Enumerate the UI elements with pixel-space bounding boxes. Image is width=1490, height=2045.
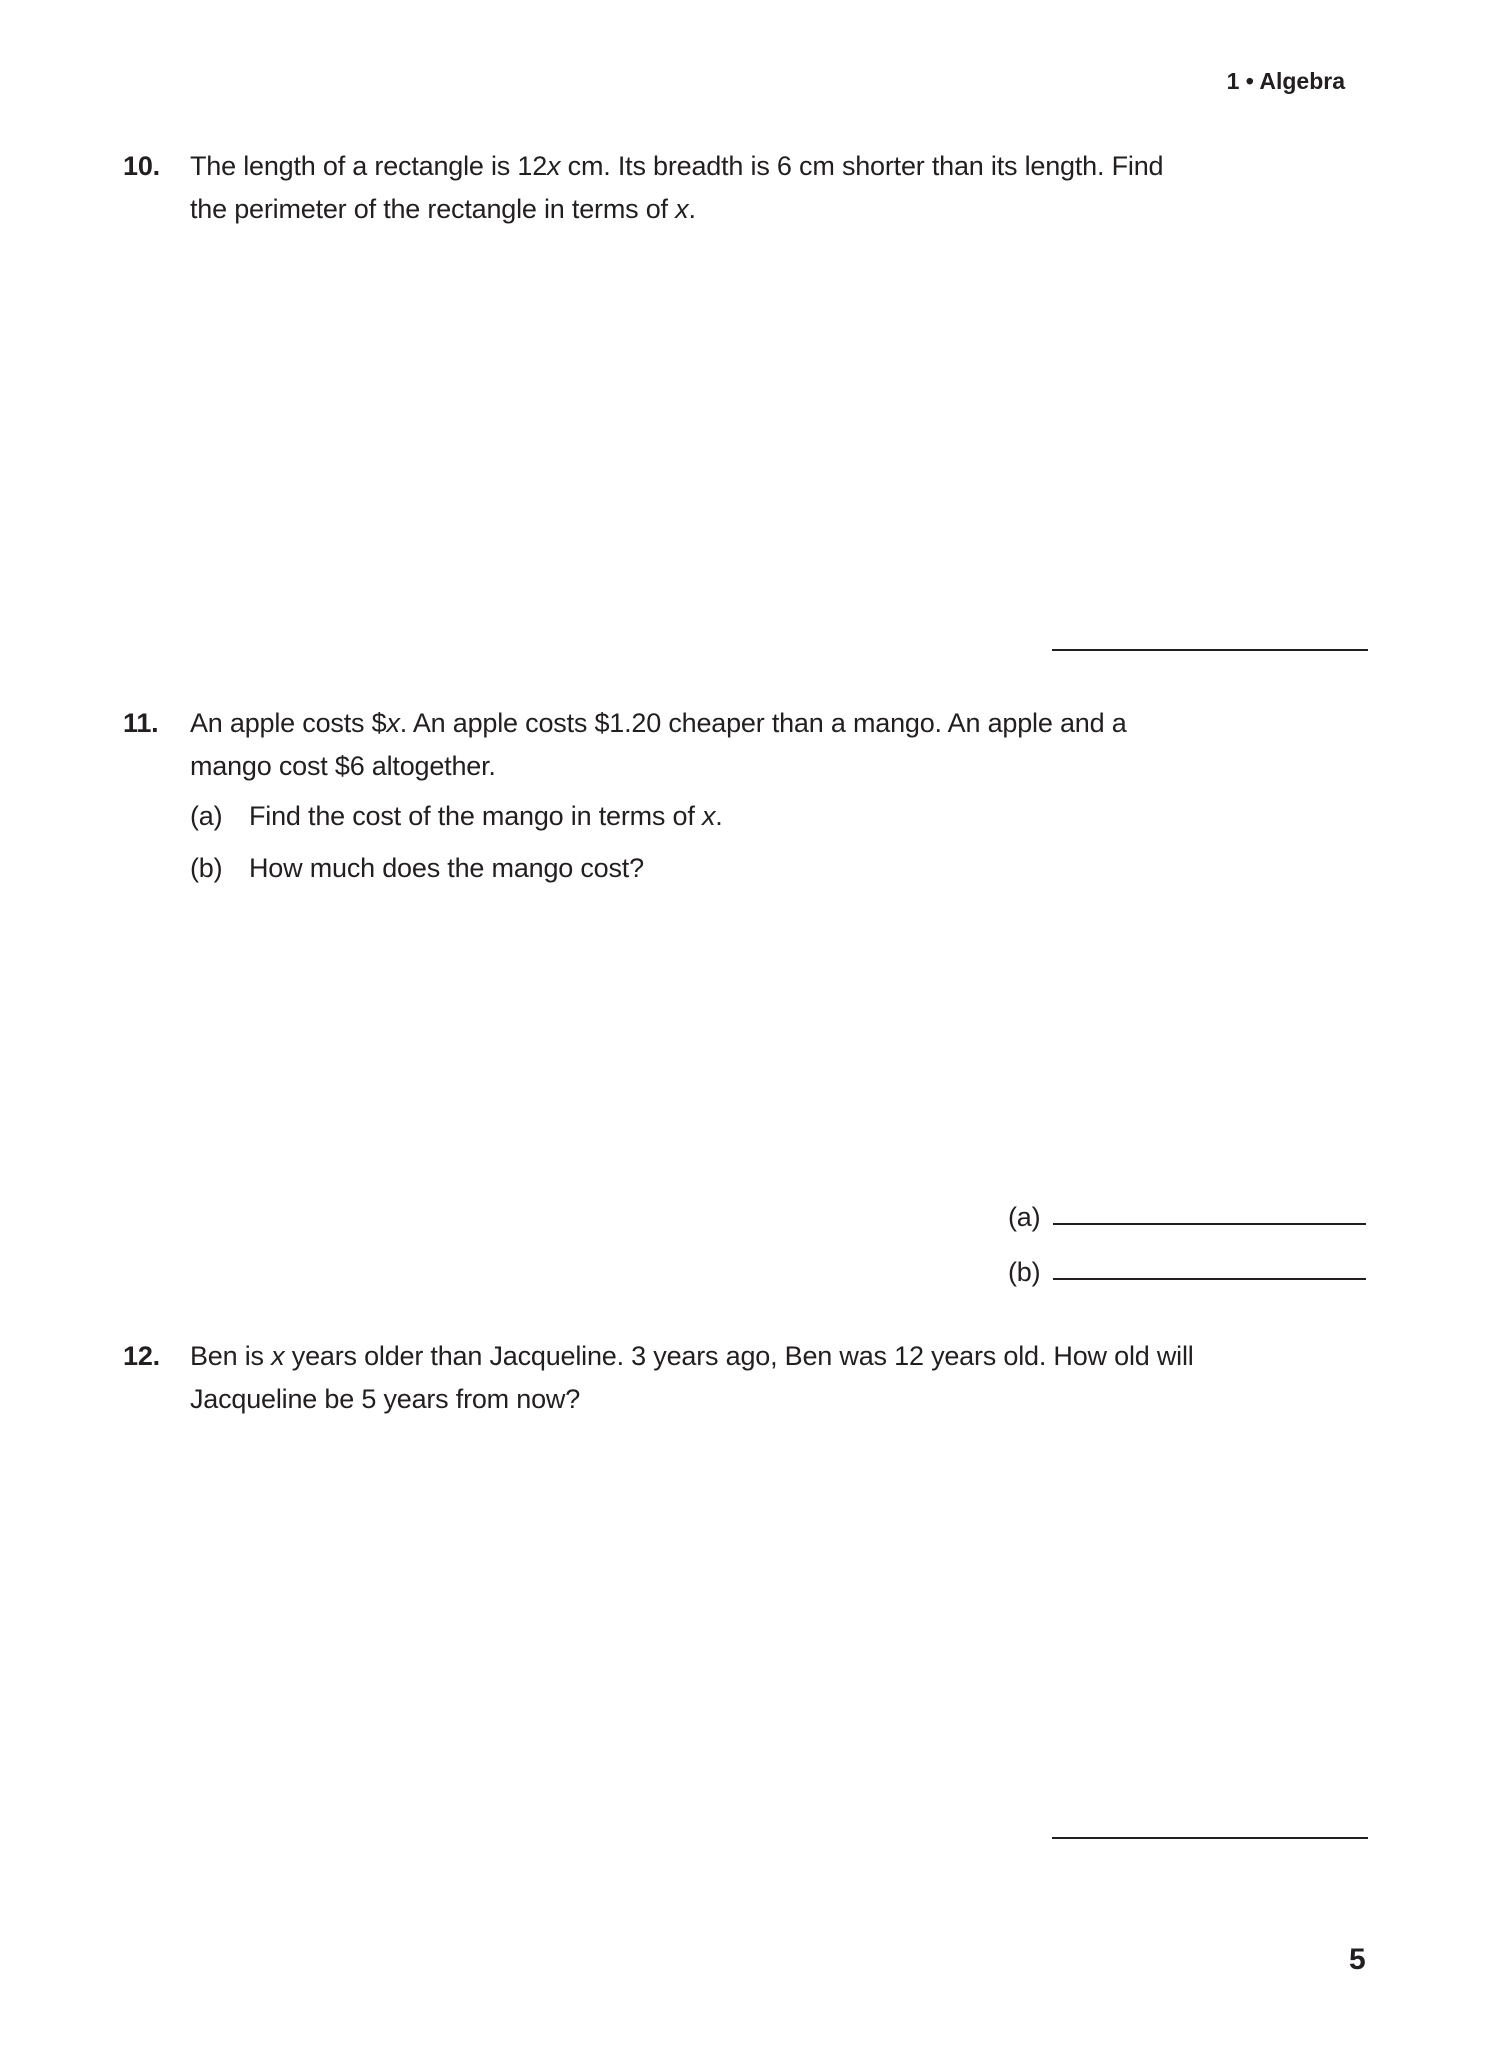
subquestion-b: [190, 847, 1127, 890]
question-10-text-line-2: the perimeter of the rectangle in terms of x.: [190, 194, 696, 224]
question-12-body: [190, 1335, 1194, 1421]
question-12-number: 12.: [123, 1341, 160, 1371]
question-11-subquestions: [190, 795, 1127, 890]
question-12: [123, 1335, 1194, 1421]
question-12-text-line-1: Ben is x years older than Jacqueline. 3 years ago, Ben was 12 years old. How old will: [190, 1341, 1194, 1371]
subquestion-b-text: How much does the mango cost?: [249, 853, 644, 883]
answer-label-q11a: (a): [1008, 1202, 1041, 1232]
question-10: [123, 145, 1163, 231]
answer-blank-line-q11a: [1053, 1223, 1366, 1225]
question-10-body: [190, 145, 1163, 231]
answer-blank-line-q11b: [1053, 1278, 1366, 1280]
question-12-text-line-2: Jacqueline be 5 years from now?: [190, 1384, 581, 1414]
chapter-header: 1 • Algebra: [1226, 68, 1345, 94]
subquestion-a-text: Find the cost of the mango in terms of x.: [249, 801, 723, 831]
answer-blank-line-q12: [1052, 1837, 1368, 1839]
question-11-text-line-1: An apple costs $x. An apple costs $1.20 cheaper than a mango. An apple and a: [190, 708, 1127, 738]
page-number: 5: [1349, 1943, 1366, 1976]
question-11: [123, 702, 1127, 890]
question-10-number: 10.: [123, 151, 160, 181]
question-11-body: [190, 702, 1127, 890]
subquestion-b-label: (b): [190, 853, 223, 883]
subquestion-a: [190, 795, 1127, 838]
subquestion-a-label: (a): [190, 801, 223, 831]
question-11-text-line-2: mango cost $6 altogether.: [190, 751, 496, 781]
answer-blank-line-q10: [1052, 649, 1368, 651]
answer-label-q11b: (b): [1008, 1257, 1041, 1287]
question-10-text-line-1: The length of a rectangle is 12x cm. Its breadth is 6 cm shorter than its length. Find: [190, 151, 1164, 181]
question-11-number: 11.: [123, 708, 159, 738]
